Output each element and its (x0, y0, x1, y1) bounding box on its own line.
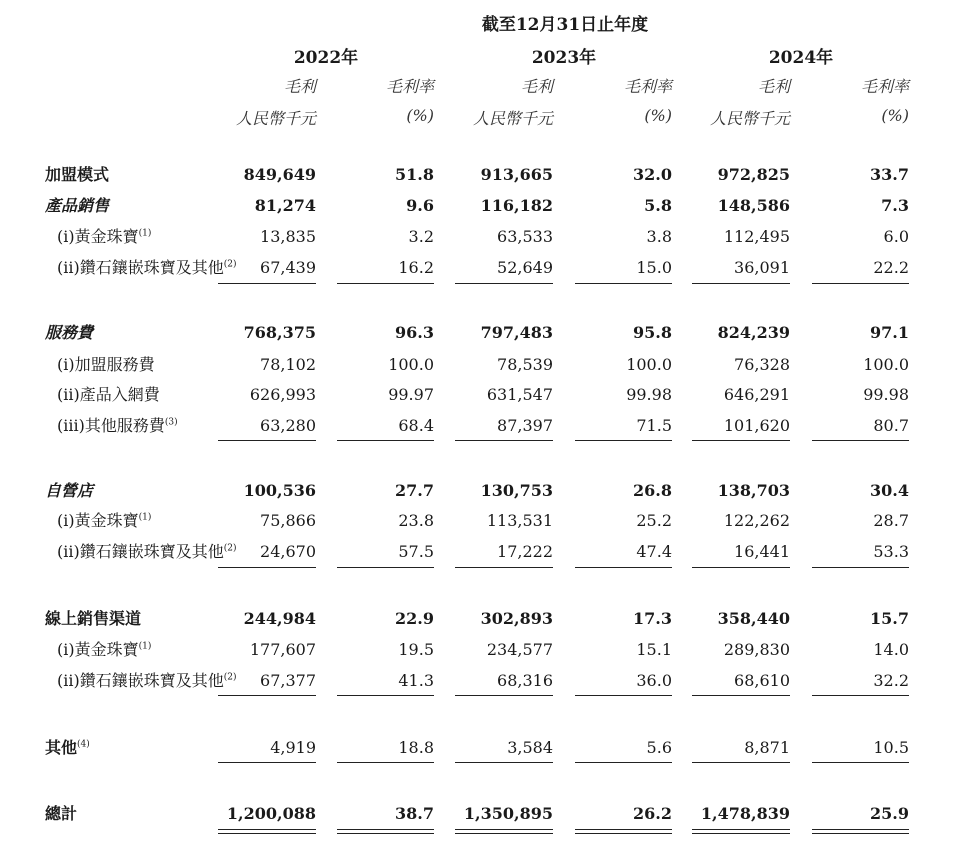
row-label: 產品銷售 (45, 196, 110, 215)
row-label: (i)黃金珠寶$^{(1)}$ (57, 227, 152, 246)
margin-2024: 7.3 (881, 196, 909, 215)
subtotal-rule (218, 567, 316, 568)
footnote-mark: (1) (138, 512, 152, 523)
unit-currency-2023: 人民幣千元 (472, 109, 553, 128)
subtotal-rule (337, 695, 434, 696)
margin-header-2023: 毛利率 (623, 77, 672, 96)
footnote-mark: (4) (77, 739, 90, 750)
margin-2022: 3.2 (408, 227, 434, 246)
margin-2024: 6.0 (883, 227, 909, 246)
margin-2024: 99.98 (863, 385, 909, 404)
footnote-mark: (3) (164, 417, 178, 428)
margin-2024: 32.2 (873, 671, 909, 690)
row-label: 其他$^{(4)}$ (45, 738, 90, 757)
table-row-others (0, 735, 960, 761)
unit-currency-2022: 人民幣千元 (235, 109, 316, 128)
subtotal-rule (218, 440, 316, 441)
margin-2022: 68.4 (398, 416, 434, 435)
margin-2024: 25.9 (870, 804, 909, 823)
row-label: (ii)鑽石鑲嵌珠寶及其他$^{(2)}$ (57, 671, 237, 690)
margin-2022: 23.8 (398, 511, 434, 530)
margin-2023: 5.6 (646, 738, 672, 757)
gross-profit-2023: 78,539 (497, 355, 553, 374)
subtotal-rule (455, 283, 553, 284)
margin-2022: 96.3 (395, 323, 434, 342)
row-label: (ii)產品入網費 (57, 385, 160, 404)
total-double-rule (337, 829, 434, 834)
gross-profit-header-2022: 毛利 (283, 77, 316, 96)
gross-profit-2023: 113,531 (486, 511, 553, 530)
table-row-product-sales (0, 193, 960, 219)
table-row-self-operated-stores (0, 478, 960, 504)
subtotal-rule (337, 762, 434, 763)
unit-currency-2024: 人民幣千元 (709, 109, 790, 128)
subtotal-rule (575, 762, 672, 763)
subtotal-rule (812, 762, 909, 763)
gross-profit-2023: 87,397 (497, 416, 553, 435)
subtotal-rule (337, 567, 434, 568)
gross-profit-2024: 358,440 (717, 609, 790, 628)
margin-2023: 32.0 (633, 165, 672, 184)
subtotal-rule (575, 283, 672, 284)
gross-profit-2024: 646,291 (723, 385, 790, 404)
year-2023-header: 2023年 (531, 48, 597, 68)
margin-2022: 57.5 (398, 542, 434, 561)
unit-percent-2024: (%) (881, 106, 909, 125)
gross-profit-2023: 130,753 (480, 481, 553, 500)
gross-profit-2024: 68,610 (734, 671, 790, 690)
gross-profit-2024: 112,495 (723, 227, 790, 246)
row-label: 加盟模式 (45, 165, 110, 184)
margin-2022: 22.9 (395, 609, 434, 628)
margin-2023: 36.0 (636, 671, 672, 690)
gross-profit-2024: 148,586 (717, 196, 790, 215)
gross-profit-2024: 972,825 (717, 165, 790, 184)
margin-2024: 10.5 (873, 738, 909, 757)
subtotal-rule (218, 283, 316, 284)
margin-2023: 71.5 (636, 416, 672, 435)
year-2024-header: 2024年 (768, 48, 834, 68)
gross-profit-header-2023: 毛利 (520, 77, 553, 96)
margin-2023: 17.3 (633, 609, 672, 628)
subtotal-rule (692, 440, 790, 441)
gross-profit-2023: 3,584 (507, 738, 553, 757)
subtotal-rule (812, 440, 909, 441)
margin-2023: 95.8 (633, 323, 672, 342)
margin-2023: 15.1 (636, 640, 672, 659)
gross-profit-2023: 17,222 (497, 542, 553, 561)
subtotal-rule (812, 283, 909, 284)
margin-2024: 100.0 (863, 355, 909, 374)
margin-2022: 27.7 (395, 481, 434, 500)
gross-profit-2023: 302,893 (480, 609, 553, 628)
row-label: (i)黃金珠寶$^{(1)}$ (57, 511, 152, 530)
margin-2023: 26.8 (633, 481, 672, 500)
margin-2022: 38.7 (395, 804, 434, 823)
margin-2023: 99.98 (626, 385, 672, 404)
total-double-rule (692, 829, 790, 834)
margin-2022: 18.8 (398, 738, 434, 757)
gross-profit-2023: 913,665 (480, 165, 553, 184)
subtotal-rule (455, 695, 553, 696)
subtotal-rule (692, 567, 790, 568)
margin-2022: 41.3 (398, 671, 434, 690)
gross-profit-2022: 78,102 (260, 355, 316, 374)
margin-2023: 3.8 (646, 227, 672, 246)
gross-profit-2022: 100,536 (243, 481, 316, 500)
footnote-mark: (1) (138, 228, 152, 239)
gross-profit-2023: 631,547 (486, 385, 553, 404)
row-label: (i)黃金珠寶$^{(1)}$ (57, 640, 152, 659)
margin-2023: 25.2 (636, 511, 672, 530)
table-row-total (0, 801, 960, 827)
table-row-franchise-service-fee (0, 352, 960, 378)
gross-profit-2022: 849,649 (243, 165, 316, 184)
table-row-diamond-jewelry (0, 668, 960, 694)
margin-2024: 97.1 (870, 323, 909, 342)
footnote-mark: (2) (223, 543, 237, 554)
gross-profit-2024: 1,478,839 (700, 804, 790, 823)
subtotal-rule (812, 695, 909, 696)
margin-2024: 22.2 (873, 258, 909, 277)
margin-2024: 30.4 (870, 481, 909, 500)
row-label: (i)加盟服務費 (57, 355, 155, 374)
gross-profit-2022: 244,984 (243, 609, 316, 628)
margin-2022: 100.0 (388, 355, 434, 374)
margin-2023: 47.4 (636, 542, 672, 561)
year-2022-header: 2022年 (293, 48, 359, 68)
gross-profit-2024: 824,239 (717, 323, 790, 342)
gross-profit-2023: 116,182 (480, 196, 553, 215)
total-double-rule (575, 829, 672, 834)
gross-profit-2024: 101,620 (723, 416, 790, 435)
margin-2023: 100.0 (626, 355, 672, 374)
subtotal-rule (575, 440, 672, 441)
gross-profit-2022: 24,670 (260, 542, 316, 561)
gross-profit-2023: 52,649 (497, 258, 553, 277)
gross-profit-2023: 63,533 (497, 227, 553, 246)
subtotal-rule (692, 695, 790, 696)
subtotal-rule (575, 695, 672, 696)
table-row-other-service-fees (0, 413, 960, 439)
subtotal-rule (337, 440, 434, 441)
gross-profit-2022: 177,607 (249, 640, 316, 659)
row-label: 總計 (45, 804, 78, 823)
gross-profit-2024: 289,830 (723, 640, 790, 659)
margin-2024: 28.7 (873, 511, 909, 530)
margin-2022: 99.97 (388, 385, 434, 404)
gross-profit-2023: 68,316 (497, 671, 553, 690)
gross-profit-2024: 122,262 (723, 511, 790, 530)
subtotal-rule (337, 283, 434, 284)
gross-profit-2023: 1,350,895 (463, 804, 553, 823)
margin-2024: 15.7 (870, 609, 909, 628)
gross-profit-2022: 67,439 (260, 258, 316, 277)
row-label: (ii)鑽石鑲嵌珠寶及其他$^{(2)}$ (57, 542, 237, 561)
subtotal-rule (692, 283, 790, 284)
gross-profit-2022: 4,919 (270, 738, 316, 757)
margin-2023: 15.0 (636, 258, 672, 277)
gross-profit-2022: 75,866 (260, 511, 316, 530)
footnote-mark: (2) (223, 672, 237, 683)
margin-header-2024: 毛利率 (860, 77, 909, 96)
margin-2022: 51.8 (395, 165, 434, 184)
gross-profit-2022: 626,993 (249, 385, 316, 404)
subtotal-rule (455, 567, 553, 568)
table-row-diamond-jewelry (0, 255, 960, 281)
margin-2024: 80.7 (873, 416, 909, 435)
gross-profit-2024: 8,871 (744, 738, 790, 757)
table-row-product-network-fee (0, 382, 960, 408)
row-label: (ii)鑽石鑲嵌珠寶及其他$^{(2)}$ (57, 258, 237, 277)
gross-profit-header-2024: 毛利 (757, 77, 790, 96)
margin-2024: 14.0 (873, 640, 909, 659)
gross-profit-2023: 797,483 (480, 323, 553, 342)
footnote-mark: (2) (223, 259, 237, 270)
gross-profit-2022: 768,375 (243, 323, 316, 342)
table-row-gold-jewelry (0, 508, 960, 534)
footnote-mark: (1) (138, 641, 152, 652)
gross-profit-2024: 138,703 (717, 481, 790, 500)
margin-2024: 33.7 (870, 165, 909, 184)
subtotal-rule (575, 567, 672, 568)
gross-profit-2022: 13,835 (260, 227, 316, 246)
margin-2022: 19.5 (398, 640, 434, 659)
margin-header-2022: 毛利率 (385, 77, 434, 96)
table-row-diamond-jewelry (0, 539, 960, 565)
period-title: 截至12月31日止年度 (481, 15, 649, 35)
row-label: 自營店 (45, 481, 94, 500)
subtotal-rule (455, 762, 553, 763)
subtotal-rule (218, 695, 316, 696)
table-row-franchise-model (0, 162, 960, 188)
table-row-gold-jewelry (0, 637, 960, 663)
gross-profit-2024: 16,441 (734, 542, 790, 561)
table-row-service-fees (0, 320, 960, 346)
gross-profit-2024: 76,328 (734, 355, 790, 374)
margin-2022: 9.6 (406, 196, 434, 215)
subtotal-rule (218, 762, 316, 763)
table-row-online-sales (0, 606, 960, 632)
margin-2023: 26.2 (633, 804, 672, 823)
margin-2022: 16.2 (398, 258, 434, 277)
gross-profit-2022: 1,200,088 (226, 804, 316, 823)
row-label: (iii)其他服務費$^{(3)}$ (57, 416, 178, 435)
unit-percent-2023: (%) (644, 106, 672, 125)
total-double-rule (812, 829, 909, 834)
gross-profit-2024: 36,091 (734, 258, 790, 277)
row-label: 服務費 (45, 323, 94, 342)
unit-percent-2022: (%) (406, 106, 434, 125)
gross-profit-2022: 63,280 (260, 416, 316, 435)
total-double-rule (455, 829, 553, 834)
subtotal-rule (455, 440, 553, 441)
gross-profit-2022: 81,274 (254, 196, 316, 215)
row-label: 線上銷售渠道 (45, 609, 142, 628)
subtotal-rule (692, 762, 790, 763)
gross-profit-2023: 234,577 (486, 640, 553, 659)
table-row-gold-jewelry (0, 224, 960, 250)
subtotal-rule (812, 567, 909, 568)
margin-2024: 53.3 (873, 542, 909, 561)
total-double-rule (218, 829, 316, 834)
gross-profit-2022: 67,377 (260, 671, 316, 690)
margin-2023: 5.8 (644, 196, 672, 215)
